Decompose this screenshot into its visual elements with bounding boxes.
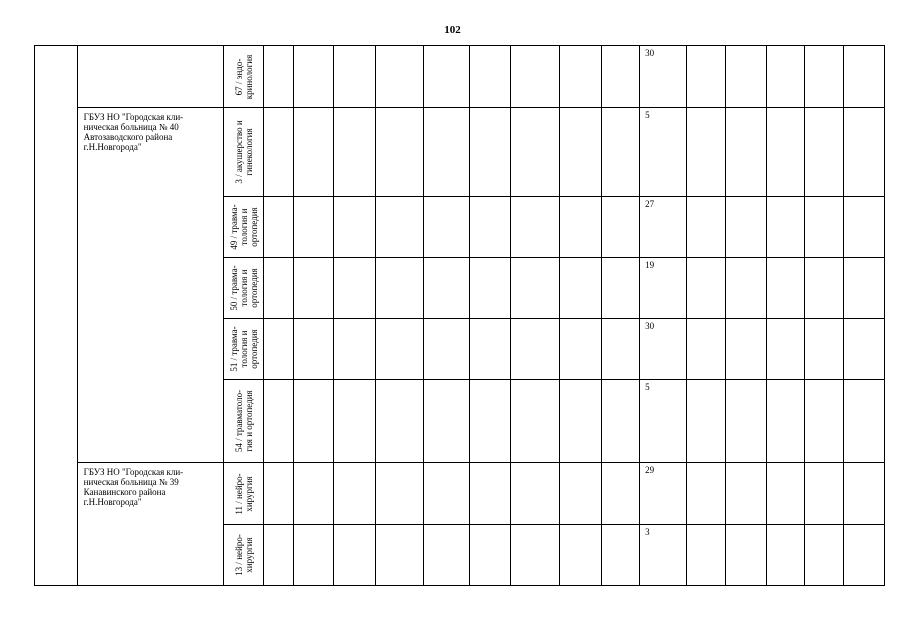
empty-cell — [559, 525, 601, 586]
empty-cell — [293, 463, 333, 525]
table-row — [35, 108, 885, 197]
empty-cell — [511, 46, 560, 108]
specialty-label: 13 / нейро- хирургия — [233, 534, 254, 576]
empty-cell — [804, 258, 844, 319]
empty-cell — [767, 525, 805, 586]
empty-cell — [804, 380, 844, 463]
empty-cell — [601, 197, 640, 258]
empty-cell — [686, 108, 726, 197]
empty-cell — [767, 319, 805, 380]
specialty-label: 3 / акушерство и гинекология — [233, 120, 254, 184]
empty-cell — [469, 463, 511, 525]
empty-cell — [559, 197, 601, 258]
empty-cell — [804, 525, 844, 586]
empty-cell — [601, 108, 640, 197]
empty-cell — [511, 380, 560, 463]
empty-cell — [559, 258, 601, 319]
empty-cell — [844, 108, 885, 197]
specialty-label: 11 / нейро- хирургия — [233, 472, 254, 515]
empty-cell — [844, 46, 885, 108]
empty-cell — [293, 46, 333, 108]
empty-cell — [469, 108, 511, 197]
empty-cell — [686, 319, 726, 380]
empty-cell — [804, 46, 844, 108]
empty-cell — [333, 108, 376, 197]
value-text: 30 — [645, 321, 655, 331]
value-text: 5 — [645, 110, 650, 120]
empty-cell — [559, 319, 601, 380]
empty-cell — [376, 380, 424, 463]
empty-cell — [293, 380, 333, 463]
empty-cell — [844, 197, 885, 258]
empty-number-cell — [35, 46, 78, 586]
empty-cell — [726, 258, 767, 319]
empty-cell — [293, 108, 333, 197]
empty-cell — [376, 319, 424, 380]
empty-cell — [726, 46, 767, 108]
empty-cell — [726, 525, 767, 586]
empty-cell — [333, 197, 376, 258]
empty-cell — [423, 258, 469, 319]
empty-cell — [264, 46, 293, 108]
empty-cell — [264, 319, 293, 380]
specialty-label: 54 / травматоло- гия и ортопедия — [233, 389, 254, 453]
empty-cell — [686, 380, 726, 463]
specialty-cell — [223, 525, 264, 586]
empty-cell — [293, 197, 333, 258]
empty-cell — [293, 525, 333, 586]
empty-cell — [559, 463, 601, 525]
empty-cell — [469, 258, 511, 319]
empty-cell — [559, 46, 601, 108]
table-row — [35, 46, 885, 108]
empty-cell — [264, 108, 293, 197]
empty-cell — [423, 197, 469, 258]
empty-cell — [601, 463, 640, 525]
empty-cell — [423, 319, 469, 380]
organization-name: ГБУЗ НО "Городская кли- ническая больница № 40 Автозаводского района г.Н.Новгорода" — [83, 112, 184, 152]
empty-cell — [264, 380, 293, 463]
organization-cell — [77, 108, 223, 463]
empty-cell — [686, 197, 726, 258]
empty-cell — [376, 197, 424, 258]
value-cell — [640, 197, 687, 258]
empty-cell — [511, 525, 560, 586]
empty-cell — [601, 46, 640, 108]
empty-cell — [376, 258, 424, 319]
empty-cell — [804, 463, 844, 525]
empty-cell — [423, 380, 469, 463]
data-table — [34, 45, 885, 586]
value-text: 3 — [645, 527, 650, 537]
empty-cell — [423, 46, 469, 108]
value-text: 27 — [645, 199, 655, 209]
empty-cell — [559, 108, 601, 197]
empty-cell — [511, 197, 560, 258]
empty-cell — [469, 46, 511, 108]
empty-cell — [844, 258, 885, 319]
empty-cell — [686, 525, 726, 586]
empty-cell — [293, 319, 333, 380]
specialty-cell — [223, 258, 264, 319]
specialty-cell — [223, 319, 264, 380]
empty-cell — [264, 525, 293, 586]
empty-cell — [726, 319, 767, 380]
empty-cell — [559, 380, 601, 463]
empty-cell — [726, 197, 767, 258]
specialty-label: 51 / травма- тология и ортопедия — [228, 326, 259, 372]
empty-cell — [333, 46, 376, 108]
empty-cell — [767, 258, 805, 319]
specialty-cell — [223, 197, 264, 258]
empty-cell — [767, 380, 805, 463]
empty-cell — [264, 258, 293, 319]
empty-cell — [511, 108, 560, 197]
empty-cell — [469, 525, 511, 586]
organization-cell — [77, 46, 223, 108]
empty-cell — [804, 197, 844, 258]
empty-cell — [469, 319, 511, 380]
value-text: 29 — [645, 465, 655, 475]
empty-cell — [804, 108, 844, 197]
value-cell — [640, 319, 687, 380]
empty-cell — [601, 319, 640, 380]
value-text: 19 — [645, 260, 655, 270]
specialty-label: 49 / травма- тология и ортопедия — [228, 204, 259, 250]
value-text: 30 — [645, 48, 655, 58]
empty-cell — [844, 319, 885, 380]
empty-cell — [469, 197, 511, 258]
empty-cell — [726, 463, 767, 525]
value-cell — [640, 525, 687, 586]
empty-cell — [511, 463, 560, 525]
specialty-label: 67 / эндо- кринология — [233, 54, 254, 99]
specialty-label: 50 / травма- тология и ортопедия — [228, 265, 259, 311]
empty-cell — [376, 463, 424, 525]
empty-cell — [511, 319, 560, 380]
empty-cell — [844, 463, 885, 525]
specialty-cell — [223, 463, 264, 525]
value-cell — [640, 463, 687, 525]
empty-cell — [293, 258, 333, 319]
specialty-cell — [223, 46, 264, 108]
value-cell — [640, 46, 687, 108]
empty-cell — [767, 463, 805, 525]
empty-cell — [333, 525, 376, 586]
empty-cell — [767, 197, 805, 258]
empty-cell — [469, 380, 511, 463]
value-text: 5 — [645, 382, 650, 392]
empty-cell — [376, 525, 424, 586]
empty-cell — [423, 108, 469, 197]
empty-cell — [423, 463, 469, 525]
value-cell — [640, 108, 687, 197]
empty-cell — [333, 319, 376, 380]
empty-cell — [844, 380, 885, 463]
specialty-cell — [223, 108, 264, 197]
empty-cell — [726, 108, 767, 197]
empty-cell — [686, 258, 726, 319]
empty-cell — [767, 108, 805, 197]
empty-cell — [423, 525, 469, 586]
empty-cell — [726, 380, 767, 463]
specialty-cell — [223, 380, 264, 463]
empty-cell — [333, 380, 376, 463]
empty-cell — [376, 46, 424, 108]
page-number: 102 — [444, 24, 461, 36]
empty-cell — [511, 258, 560, 319]
table-row — [35, 463, 885, 525]
empty-cell — [686, 463, 726, 525]
empty-cell — [333, 463, 376, 525]
organization-name: ГБУЗ НО "Городская кли- ническая больница № 39 Канавинского района г.Н.Новгорода" — [83, 467, 184, 507]
empty-cell — [767, 46, 805, 108]
empty-cell — [264, 197, 293, 258]
organization-cell — [77, 463, 223, 586]
empty-cell — [844, 525, 885, 586]
empty-cell — [804, 319, 844, 380]
value-cell — [640, 258, 687, 319]
empty-cell — [376, 108, 424, 197]
empty-cell — [333, 258, 376, 319]
empty-cell — [686, 46, 726, 108]
value-cell — [640, 380, 687, 463]
empty-cell — [264, 463, 293, 525]
empty-cell — [601, 380, 640, 463]
empty-cell — [601, 525, 640, 586]
empty-cell — [601, 258, 640, 319]
